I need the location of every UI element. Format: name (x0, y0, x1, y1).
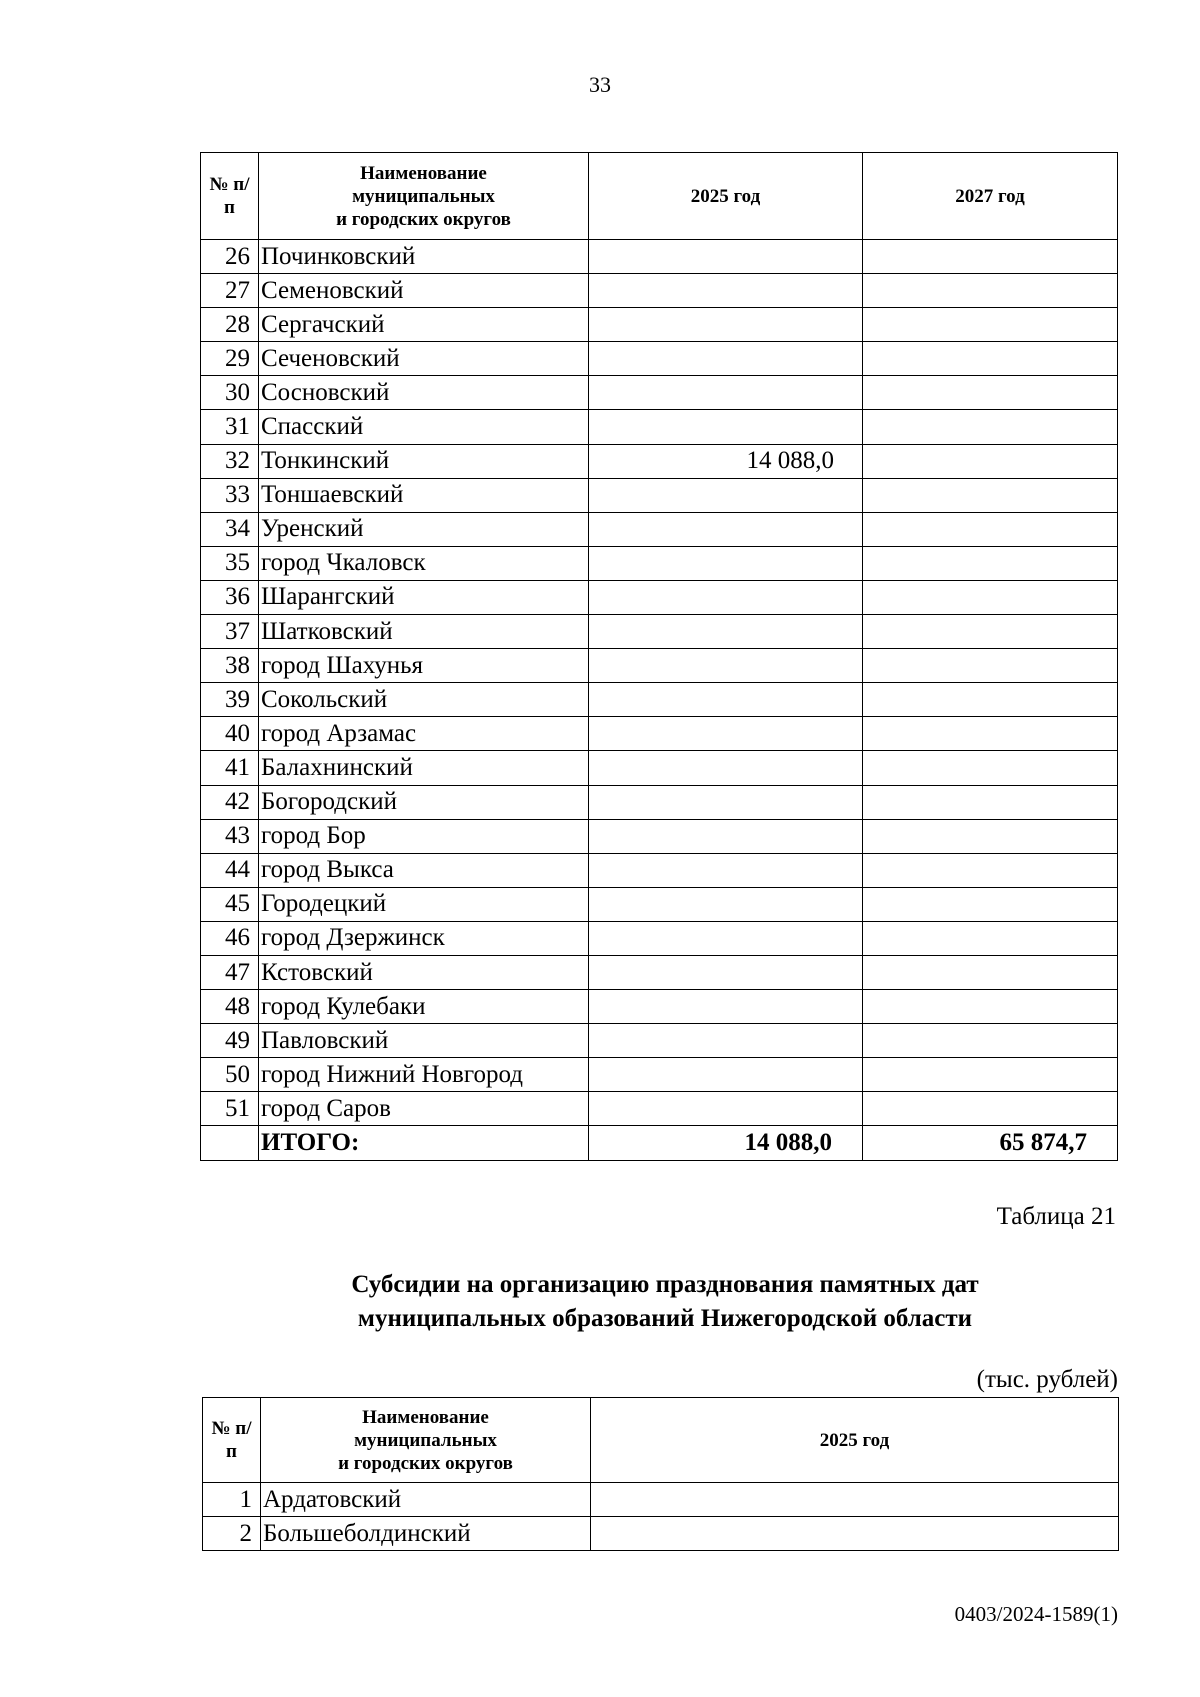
table-row (201, 717, 1118, 751)
row-num: 26 (201, 240, 259, 274)
row-value-2025 (589, 1024, 863, 1058)
allocation-table (200, 152, 1118, 1161)
row-num: 28 (201, 308, 259, 342)
row-num: 31 (201, 410, 259, 444)
table-row (201, 853, 1118, 887)
row-value-2025 (589, 308, 863, 342)
total-num (201, 1126, 259, 1160)
row-value-2025 (589, 649, 863, 683)
row-num: 2 (203, 1517, 261, 1551)
row-value-2027 (863, 955, 1118, 989)
row-name: Семеновский (259, 274, 589, 308)
header-name-line1: Наименование (360, 162, 487, 184)
row-num: 40 (201, 717, 259, 751)
table-row (203, 1517, 1119, 1551)
table-row (201, 785, 1118, 819)
row-name: Богородский (259, 785, 589, 819)
row-name: Павловский (259, 1024, 589, 1058)
row-num: 29 (201, 342, 259, 376)
table-row (201, 512, 1118, 546)
row-value-2027 (863, 240, 1118, 274)
row-num: 48 (201, 990, 259, 1024)
row-value-2027 (863, 853, 1118, 887)
row-num: 51 (201, 1092, 259, 1126)
row-value-2027 (863, 683, 1118, 717)
table-row (201, 444, 1118, 478)
total-2027: 65 874,7 (863, 1126, 1118, 1160)
row-value-2027 (863, 751, 1118, 785)
row-value-2027 (863, 342, 1118, 376)
row-value-2027 (863, 512, 1118, 546)
header-2027: 2027 год (863, 153, 1118, 240)
row-name: город Бор (259, 819, 589, 853)
table-row (201, 1024, 1118, 1058)
row-value-2025 (591, 1517, 1119, 1551)
row-name: Большеболдинский (261, 1517, 591, 1551)
subsidy-table (202, 1397, 1119, 1551)
row-num: 32 (201, 444, 259, 478)
document-code: 0403/2024-1589(1) (954, 1602, 1118, 1626)
header-num: № п/п (201, 153, 259, 240)
row-value-2025 (591, 1483, 1119, 1517)
table-row (201, 410, 1118, 444)
table-row (201, 274, 1118, 308)
row-value-2027 (863, 785, 1118, 819)
row-num: 41 (201, 751, 259, 785)
unit-note: (тыс. рублей) (976, 1366, 1118, 1393)
table-row (201, 887, 1118, 921)
row-name: Шатковский (259, 615, 589, 649)
table-row (201, 308, 1118, 342)
row-value-2027 (863, 819, 1118, 853)
row-value-2027 (863, 1092, 1118, 1126)
row-name: город Нижний Новгород (259, 1058, 589, 1092)
table-body (201, 240, 1118, 1126)
row-value-2025 (589, 785, 863, 819)
row-value-2025 (589, 683, 863, 717)
row-name: Городецкий (259, 887, 589, 921)
table-row (201, 240, 1118, 274)
row-name: город Шахунья (259, 649, 589, 683)
table-title-line2: муниципальных образований Нижегородской области (357, 1305, 973, 1332)
row-value-2027 (863, 717, 1118, 751)
row-value-2027 (863, 580, 1118, 614)
row-num: 46 (201, 921, 259, 955)
row-value-2025 (589, 512, 863, 546)
row-name: Тоншаевский (259, 478, 589, 512)
row-value-2027 (863, 615, 1118, 649)
row-name: Балахнинский (259, 751, 589, 785)
total-2025: 14 088,0 (589, 1126, 863, 1160)
table-header-row (201, 153, 1118, 240)
table-row (201, 819, 1118, 853)
row-value-2027 (863, 478, 1118, 512)
table-row (201, 376, 1118, 410)
row-name: Тонкинский (259, 444, 589, 478)
header-name-line3: и городских округов (338, 1452, 513, 1474)
row-value-2027 (863, 990, 1118, 1024)
row-num: 50 (201, 1058, 259, 1092)
row-name: город Арзамас (259, 717, 589, 751)
table-title-line1: Субсидии на организацию празднования памятных дат (351, 1271, 979, 1298)
table-row (201, 1058, 1118, 1092)
table-row (201, 683, 1118, 717)
row-name: Сосновский (259, 376, 589, 410)
row-num: 30 (201, 376, 259, 410)
row-value-2025 (589, 546, 863, 580)
row-value-2025 (589, 376, 863, 410)
row-value-2027 (863, 649, 1118, 683)
row-name: Сергачский (259, 308, 589, 342)
header-name (259, 153, 589, 240)
table-row (201, 751, 1118, 785)
row-num: 47 (201, 955, 259, 989)
table-row (201, 478, 1118, 512)
header-name-line2: муниципальных (354, 1429, 497, 1451)
row-num: 27 (201, 274, 259, 308)
total-label: ИТОГО: (259, 1126, 589, 1160)
table-header-row (203, 1398, 1119, 1483)
row-name: Ардатовский (261, 1483, 591, 1517)
table-caption: Таблица 21 (996, 1203, 1116, 1230)
table-row (201, 546, 1118, 580)
row-num: 36 (201, 580, 259, 614)
row-value-2027 (863, 921, 1118, 955)
row-value-2027 (863, 444, 1118, 478)
row-num: 44 (201, 853, 259, 887)
row-value-2025 (589, 580, 863, 614)
header-name (261, 1398, 591, 1483)
row-value-2025: 14 088,0 (589, 444, 863, 478)
row-value-2025 (589, 410, 863, 444)
row-num: 37 (201, 615, 259, 649)
row-value-2025 (589, 615, 863, 649)
header-2025: 2025 год (591, 1398, 1119, 1483)
row-value-2025 (589, 955, 863, 989)
row-num: 33 (201, 478, 259, 512)
row-num: 49 (201, 1024, 259, 1058)
row-name: Сокольский (259, 683, 589, 717)
row-value-2025 (589, 887, 863, 921)
row-value-2025 (589, 751, 863, 785)
row-num: 34 (201, 512, 259, 546)
row-name: город Выкса (259, 853, 589, 887)
header-num: № п/п (203, 1398, 261, 1483)
table-row (201, 580, 1118, 614)
table-row (201, 990, 1118, 1024)
header-2025: 2025 год (589, 153, 863, 240)
table-row (203, 1483, 1119, 1517)
row-value-2027 (863, 274, 1118, 308)
row-value-2027 (863, 546, 1118, 580)
row-value-2027 (863, 887, 1118, 921)
table-row (201, 615, 1118, 649)
row-value-2025 (589, 478, 863, 512)
row-value-2025 (589, 819, 863, 853)
total-row (201, 1126, 1118, 1160)
row-name: Шарангский (259, 580, 589, 614)
row-name: Сеченовский (259, 342, 589, 376)
page-number: 33 (589, 72, 611, 97)
row-value-2025 (589, 921, 863, 955)
row-num: 38 (201, 649, 259, 683)
row-name: Уренский (259, 512, 589, 546)
row-name: город Саров (259, 1092, 589, 1126)
row-name: город Чкаловск (259, 546, 589, 580)
row-name: Спасский (259, 410, 589, 444)
table-row (201, 921, 1118, 955)
header-name-line1: Наименование (362, 1406, 489, 1428)
header-name-line3: и городских округов (336, 208, 511, 230)
row-value-2025 (589, 342, 863, 376)
table-row (201, 649, 1118, 683)
row-value-2027 (863, 1058, 1118, 1092)
row-num: 1 (203, 1483, 261, 1517)
table-row (201, 342, 1118, 376)
row-num: 39 (201, 683, 259, 717)
row-value-2025 (589, 990, 863, 1024)
row-value-2027 (863, 308, 1118, 342)
row-value-2025 (589, 240, 863, 274)
table-title (0, 1268, 1200, 1336)
row-name: город Кулебаки (259, 990, 589, 1024)
row-value-2025 (589, 274, 863, 308)
row-value-2025 (589, 853, 863, 887)
row-value-2025 (589, 717, 863, 751)
table-row (201, 955, 1118, 989)
table-body (203, 1483, 1119, 1551)
row-value-2025 (589, 1092, 863, 1126)
row-num: 35 (201, 546, 259, 580)
row-value-2025 (589, 1058, 863, 1092)
row-name: Починковский (259, 240, 589, 274)
row-num: 45 (201, 887, 259, 921)
row-name: Кстовский (259, 955, 589, 989)
row-num: 43 (201, 819, 259, 853)
header-name-line2: муниципальных (352, 185, 495, 207)
row-value-2027 (863, 376, 1118, 410)
row-num: 42 (201, 785, 259, 819)
row-value-2027 (863, 410, 1118, 444)
row-name: город Дзержинск (259, 921, 589, 955)
row-value-2027 (863, 1024, 1118, 1058)
table-row (201, 1092, 1118, 1126)
